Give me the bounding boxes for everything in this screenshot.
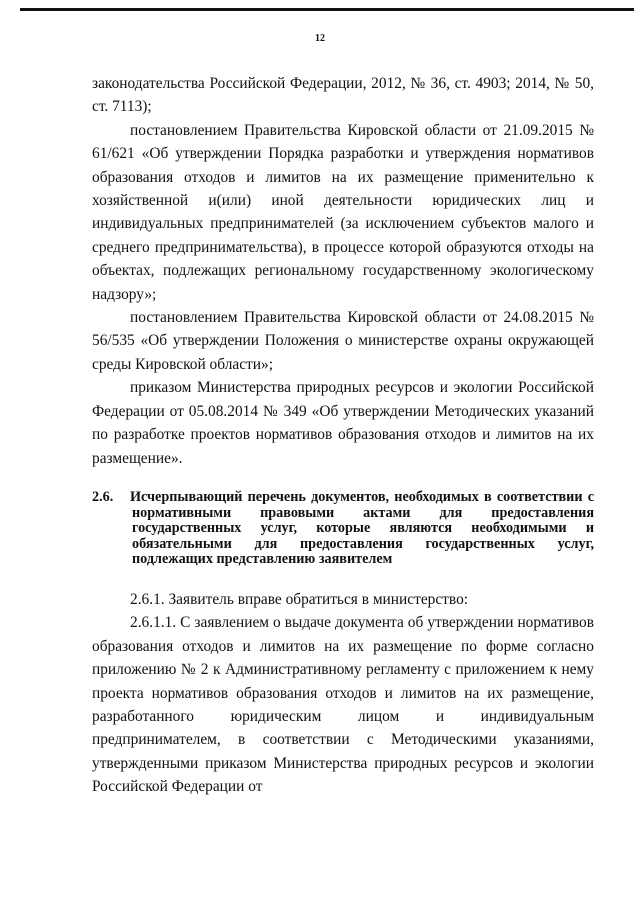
paragraph-resolution-61-621: постановлением Правительства Кировской области от 21.09.2015 № 61/621 «Об утверждении Порядка разработки и утверждения нормативов образования отходов и лимитов на их размещение применительно к хозяйственной и(или) иной деятельности юридических лиц и индивидуальных предпринимателей (за исключением субъектов малого и среднего предпринимательства), в процессе которой образуются отходы на объектах, подлежащих региональному государственному экологическому надзору»; <box>92 121 594 303</box>
paragraph-order-349: приказом Министерства природных ресурсов и экологии Российской Федерации от 05.08.2014 № 349 «Об утверждении Методических указаний по разработке проектов нормативов образования отходов и лимитов на их размещение». <box>92 379 594 467</box>
section-title: Исчерпывающий перечень документов, необходимых в соответствии с нормативными правовыми актами для предоставления государственных услуг, которые являются необходимыми и обязательными для предоставления государственных услуг, подлежащих представлению заявителем <box>130 488 594 568</box>
top-border-line <box>20 8 634 11</box>
section-heading <box>92 490 594 568</box>
paragraph-2-6-1-1: 2.6.1.1. С заявлением о выдаче документа об утверждении нормативов образования отходов и лимитов на их размещение по форме согласно приложению № 2 к Административному регламенту с приложением к нему проекта нормативов образования отходов и лимитов на их размещение, разработанного юридическим лицом и индивидуальным предпринимателем, в соответствии с Методическими указаниями, утвержденными приказом Министерства природных ресурсов и экологии Российской Федерации от <box>92 614 594 796</box>
section-number: 2.6. <box>92 488 114 505</box>
paragraph-resolution-56-535: постановлением Правительства Кировской области от 24.08.2015 № 56/535 «Об утверждении Положения о министерстве охраны окружающей среды Кировской области»; <box>92 309 594 373</box>
document-body <box>92 72 594 799</box>
page-number: 12 <box>315 33 325 44</box>
paragraph-continuation: законодательства Российской Федерации, 2012, № 36, ст. 4903; 2014, № 50, ст. 7113); <box>92 75 594 116</box>
paragraph-2-6-1: 2.6.1. Заявитель вправе обратиться в министерство: <box>130 590 469 608</box>
